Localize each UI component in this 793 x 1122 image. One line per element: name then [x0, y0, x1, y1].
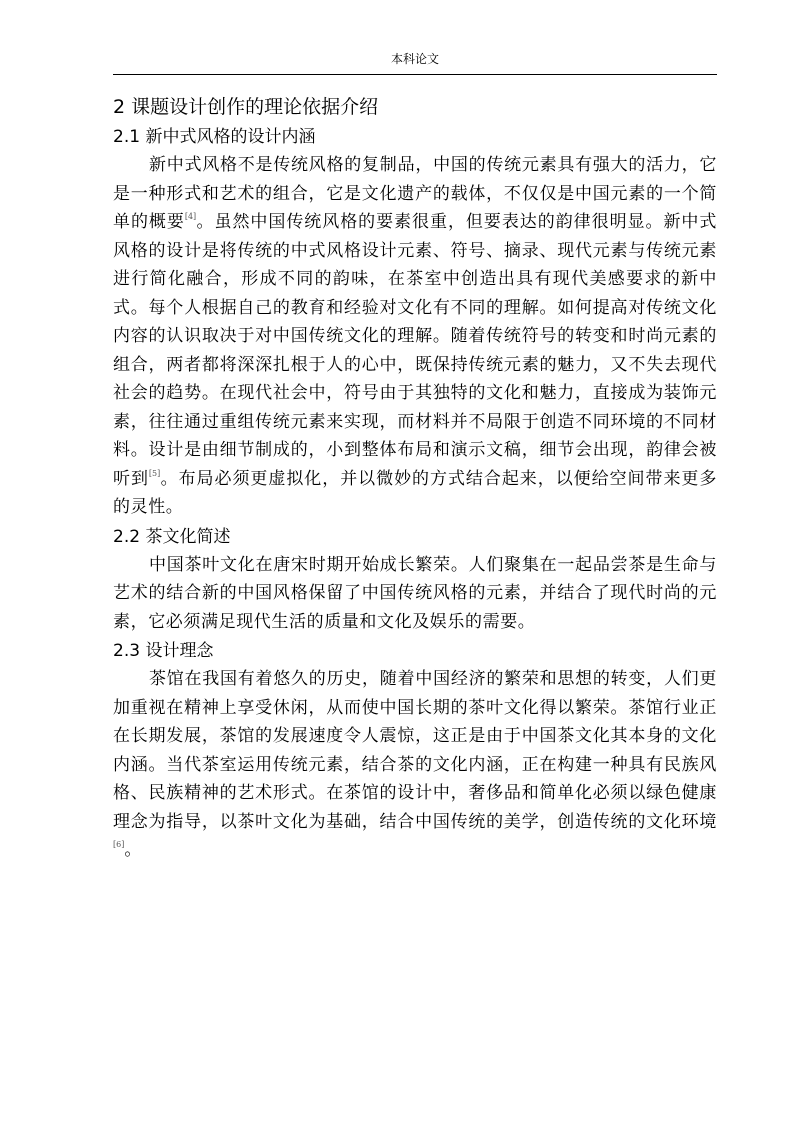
running-header: 本科论文 [113, 52, 717, 75]
text-run: 。布局必须更虚拟化，并以微妙的方式结合起来，以便给空间带来更多的灵性。 [113, 468, 717, 517]
citation-ref: [4] [184, 212, 197, 221]
text-run: 新中式风格不是传统风格的复制品，中国的传统元素具有强大的活力，它是一种形式和艺术的组合，它是文化遗产的载体，不仅仅是中国元素的一个简单的概要 [113, 155, 717, 232]
chapter-title: 2 课题设计创作的理论依据介绍 [113, 96, 379, 118]
citation-ref: [6] [113, 840, 125, 849]
section-2-2-paragraph: 中国茶叶文化在唐宋时期开始成长繁荣。人们聚集在一起品尝茶是生命与艺术的结合新的中国风格保留了中国传统风格的元素，并结合了现代时尚的元素，它必须满足现代生活的质量和文化及娱乐的需要。 [113, 554, 717, 632]
page-content [113, 92, 717, 865]
section-2-1-paragraph [113, 151, 717, 522]
section-title-2-3: 2.3 设计理念 [113, 641, 214, 661]
citation-ref: [5] [148, 468, 161, 478]
text-run: 。 [124, 840, 142, 860]
text-run: 茶馆在我国有着悠久的历史，随着中国经济的繁荣和思想的转变，人们更加重视在精神上享受休闲，从而使中国长期的茶叶文化得以繁荣。茶馆行业正在长期发展，茶馆的发展速度令人震惊，这正是由于中国茶文化其本身的文化内涵。当代茶室运用传统元素，结合茶的文化内涵，正在构建一种具有民族风格、民族精神的艺术形式。在茶馆的设计中，奢侈品和简单化必须以绿色健康理念为指导，以茶叶文化为基础，结合中国传统的美学，创造传统的文化环境 [113, 669, 717, 832]
text-run: 。虽然中国传统风格的要素很重，但要表达的韵律很明显。新中式风格的设计是将传统的中式风格设计元素、符号、摘录、现代元素与传统元素进行简化融合，形成不同的韵味，在茶室中创造出具有现代美感要求的新中式。每个人根据自己的教育和经验对文化有不同的理解。如何提高对传统文化内容的认识取决于对中国传统文化的理解。随着传统符号的转变和时尚元素的组合，两者都将深深扎根于人的心中，既保持传统元素的魅力，又不失去现代社会的趋势。在现代社会中，符号由于其独特的文化和魅力，直接成为装饰元素，往往通过重组传统元素来实现，而材料并不局限于创造不同环境的不同材料。设计是由细节制成的，小到整体布局和演示文稿，细节会出现，韵律会被听到 [113, 212, 717, 489]
section-2-3-paragraph [113, 665, 717, 865]
section-title-2-1: 2.1 新中式风格的设计内涵 [113, 127, 316, 147]
section-title-2-2: 2.2 茶文化简述 [113, 526, 231, 547]
